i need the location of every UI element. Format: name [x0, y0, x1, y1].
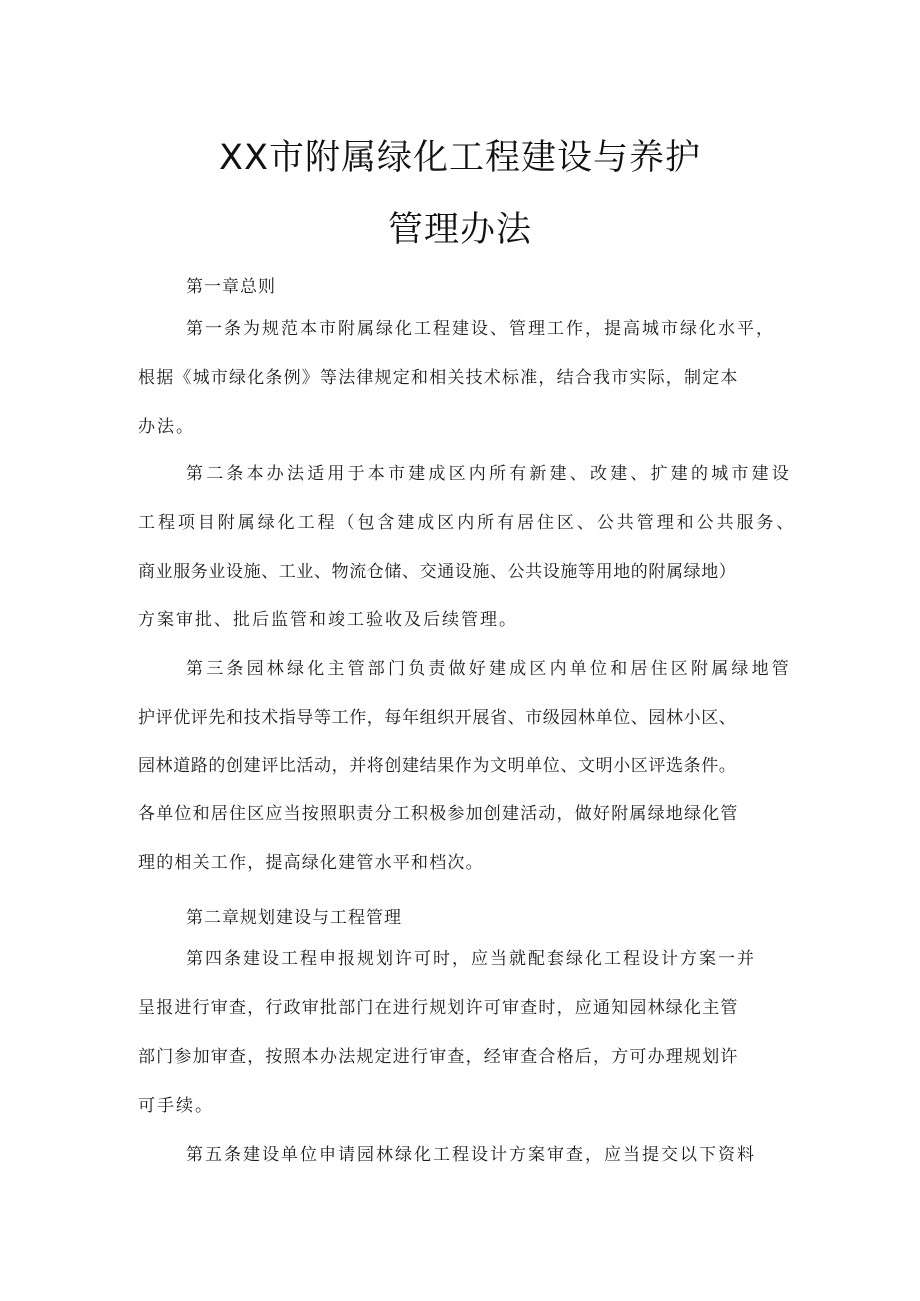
document-title-line1: XX市附属绿化工程建设与养护: [219, 138, 701, 178]
article2-line: 第二条本办法适用于本市建成区内所有新建、改建、扩建的城市建设: [186, 464, 792, 484]
chapter-heading-2: 第二章规划建设与工程管理: [186, 908, 402, 928]
document-title-line2: 管理办法: [387, 210, 532, 250]
article4-line: 可手续。: [138, 1096, 214, 1116]
article1-line: 根据《城市绿化条例》等法律规定和相关技术标准，结合我市实际，制定本: [138, 368, 739, 388]
article2-line: 商业服务业设施、工业、物流仓储、交通设施、公共设施等用地的附属绿地）: [138, 562, 737, 582]
article4-line: 部门参加审查，按照本办法规定进行审查，经审查合格后，方可办理规划许: [138, 1047, 739, 1067]
article3-line: 第三条园林绿化主管部门负责做好建成区内单位和居住区附属绿地管: [186, 659, 792, 679]
article3-line: 护评优评先和技术指导等工作，每年组织开展省、市级园林单位、园林小区、: [138, 708, 737, 728]
article4-line: 第四条建设工程申报规划许可时，应当就配套绿化工程设计方案一并: [186, 949, 756, 969]
article4-line: 呈报进行审查，行政审批部门在进行规划许可审查时，应通知园林绿化主管: [138, 998, 739, 1018]
article2-line: 工程项目附属绿化工程（包含建成区内所有居住区、公共管理和公共服务、: [138, 513, 797, 533]
article1-line: 办法。: [138, 417, 195, 437]
article3-line: 理的相关工作，提高绿化建管水平和档次。: [138, 853, 484, 873]
chapter-heading-1: 第一章总则: [186, 277, 276, 297]
article3-line: 园林道路的创建评比活动，并将创建结果作为文明单位、文明小区评选条件。: [138, 756, 737, 776]
article5-line: 第五条建设单位申请园林绿化工程设计方案审查，应当提交以下资料: [186, 1145, 756, 1165]
article1-line: 第一条为规范本市附属绿化工程建设、管理工作，提高城市绿化水平，: [186, 319, 775, 339]
article3-line: 各单位和居住区应当按照职责分工积极参加创建活动，做好附属绿地绿化管: [138, 804, 739, 824]
article2-line: 方案审批、批后监管和竣工验收及后续管理。: [138, 610, 518, 630]
